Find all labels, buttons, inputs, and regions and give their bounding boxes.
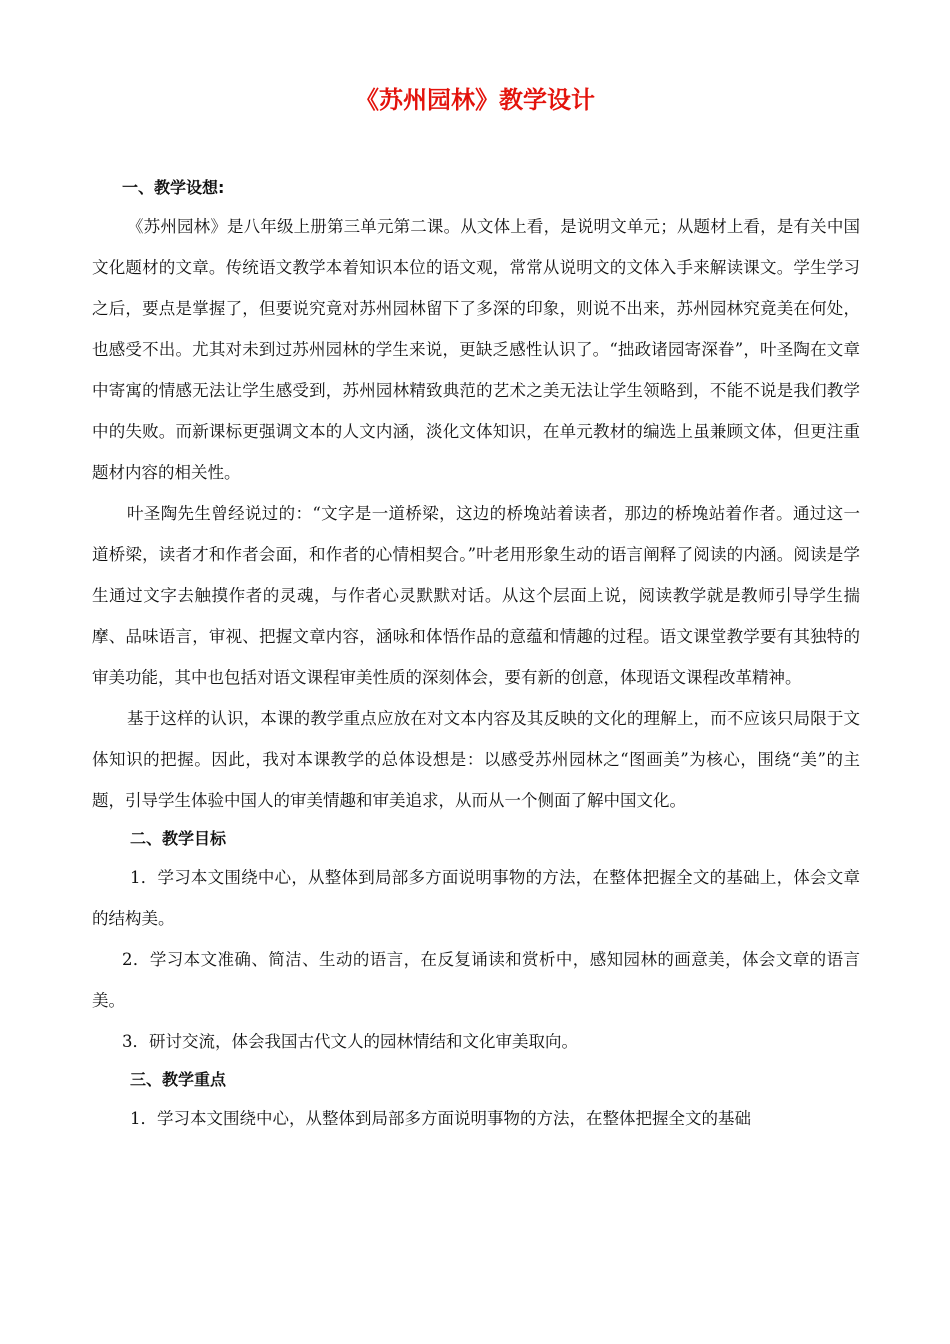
paragraph-goal-1: 1．学习本文围绕中心，从整体到局部多方面说明事物的方法，在整体把握全文的基础上，体会文章的结构美。 xyxy=(92,868,860,928)
paragraph-focus-1: 1．学习本文围绕中心，从整体到局部多方面说明事物的方法，在整体把握全文的基础 xyxy=(130,1109,751,1128)
paragraph-concept-1: 《苏州园林》是八年级上册第三单元第二课。从文体上看，是说明文单元；从题材上看，是有关中国文化题材的文章。传统语文教学本着知识本位的语文观，常常从说明文的文体入手来解读课文。学生学习之后，要点是掌握了，但要说究竟对苏州园林留下了多深的印象，则说不出来，苏州园林究竟美在何处，也感受不出。尤其对未到过苏州园林的学生来说，更缺乏感性认识了。“拙政诸园寄深眷”，叶圣陶在文章中寄寓的情感无法让学生感受到，苏州园林精致典范的艺术之美无法让学生领略到，不能不说是我们教学中的失败。而新课标更强调文本的人文内涵，淡化文体知识，在单元教材的编选上虽兼顾文体，但更注重题材内容的相关性。 xyxy=(92,217,860,482)
paragraph-goal-3: 3．研讨交流，体会我国古代文人的园林情结和文化审美取向。 xyxy=(122,1032,578,1051)
document-body xyxy=(92,170,860,1139)
section-heading-teaching-focus: 三、教学重点 xyxy=(130,1070,227,1089)
section-heading-teaching-goals: 二、教学目标 xyxy=(130,829,227,848)
paragraph-concept-3: 基于这样的认识，本课的教学重点应放在对文本内容及其反映的文化的理解上，而不应该只局限于文体知识的把握。因此，我对本课教学的总体设想是：以感受苏州园林之“图画美”为核心，围绕“美”的主题，引导学生体验中国人的审美情趣和审美追求，从而从一个侧面了解中国文化。 xyxy=(92,709,860,810)
paragraph-concept-2: 叶圣陶先生曾经说过的：“文字是一道桥梁，这边的桥堍站着读者，那边的桥堍站着作者。通过这一道桥梁，读者才和作者会面，和作者的心情相契合。”叶老用形象生动的语言阐释了阅读的内涵。阅读是学生通过文字去触摸作者的灵魂，与作者心灵默默对话。从这个层面上说，阅读教学就是教师引导学生揣摩、品味语言，审视、把握文章内容，涵咏和体悟作品的意蕴和情趣的过程。语文课堂教学要有其独特的审美功能，其中也包括对语文课程审美性质的深刻体会，要有新的创意，体现语文课程改革精神。 xyxy=(92,504,860,687)
document-title: 《苏州园林》教学设计 xyxy=(355,86,595,114)
paragraph-goal-2: 2．学习本文准确、简洁、生动的语言，在反复诵读和赏析中，感知园林的画意美，体会文章的语言美。 xyxy=(92,950,860,1010)
section-heading-teaching-concept: 一、教学设想: xyxy=(122,178,225,197)
